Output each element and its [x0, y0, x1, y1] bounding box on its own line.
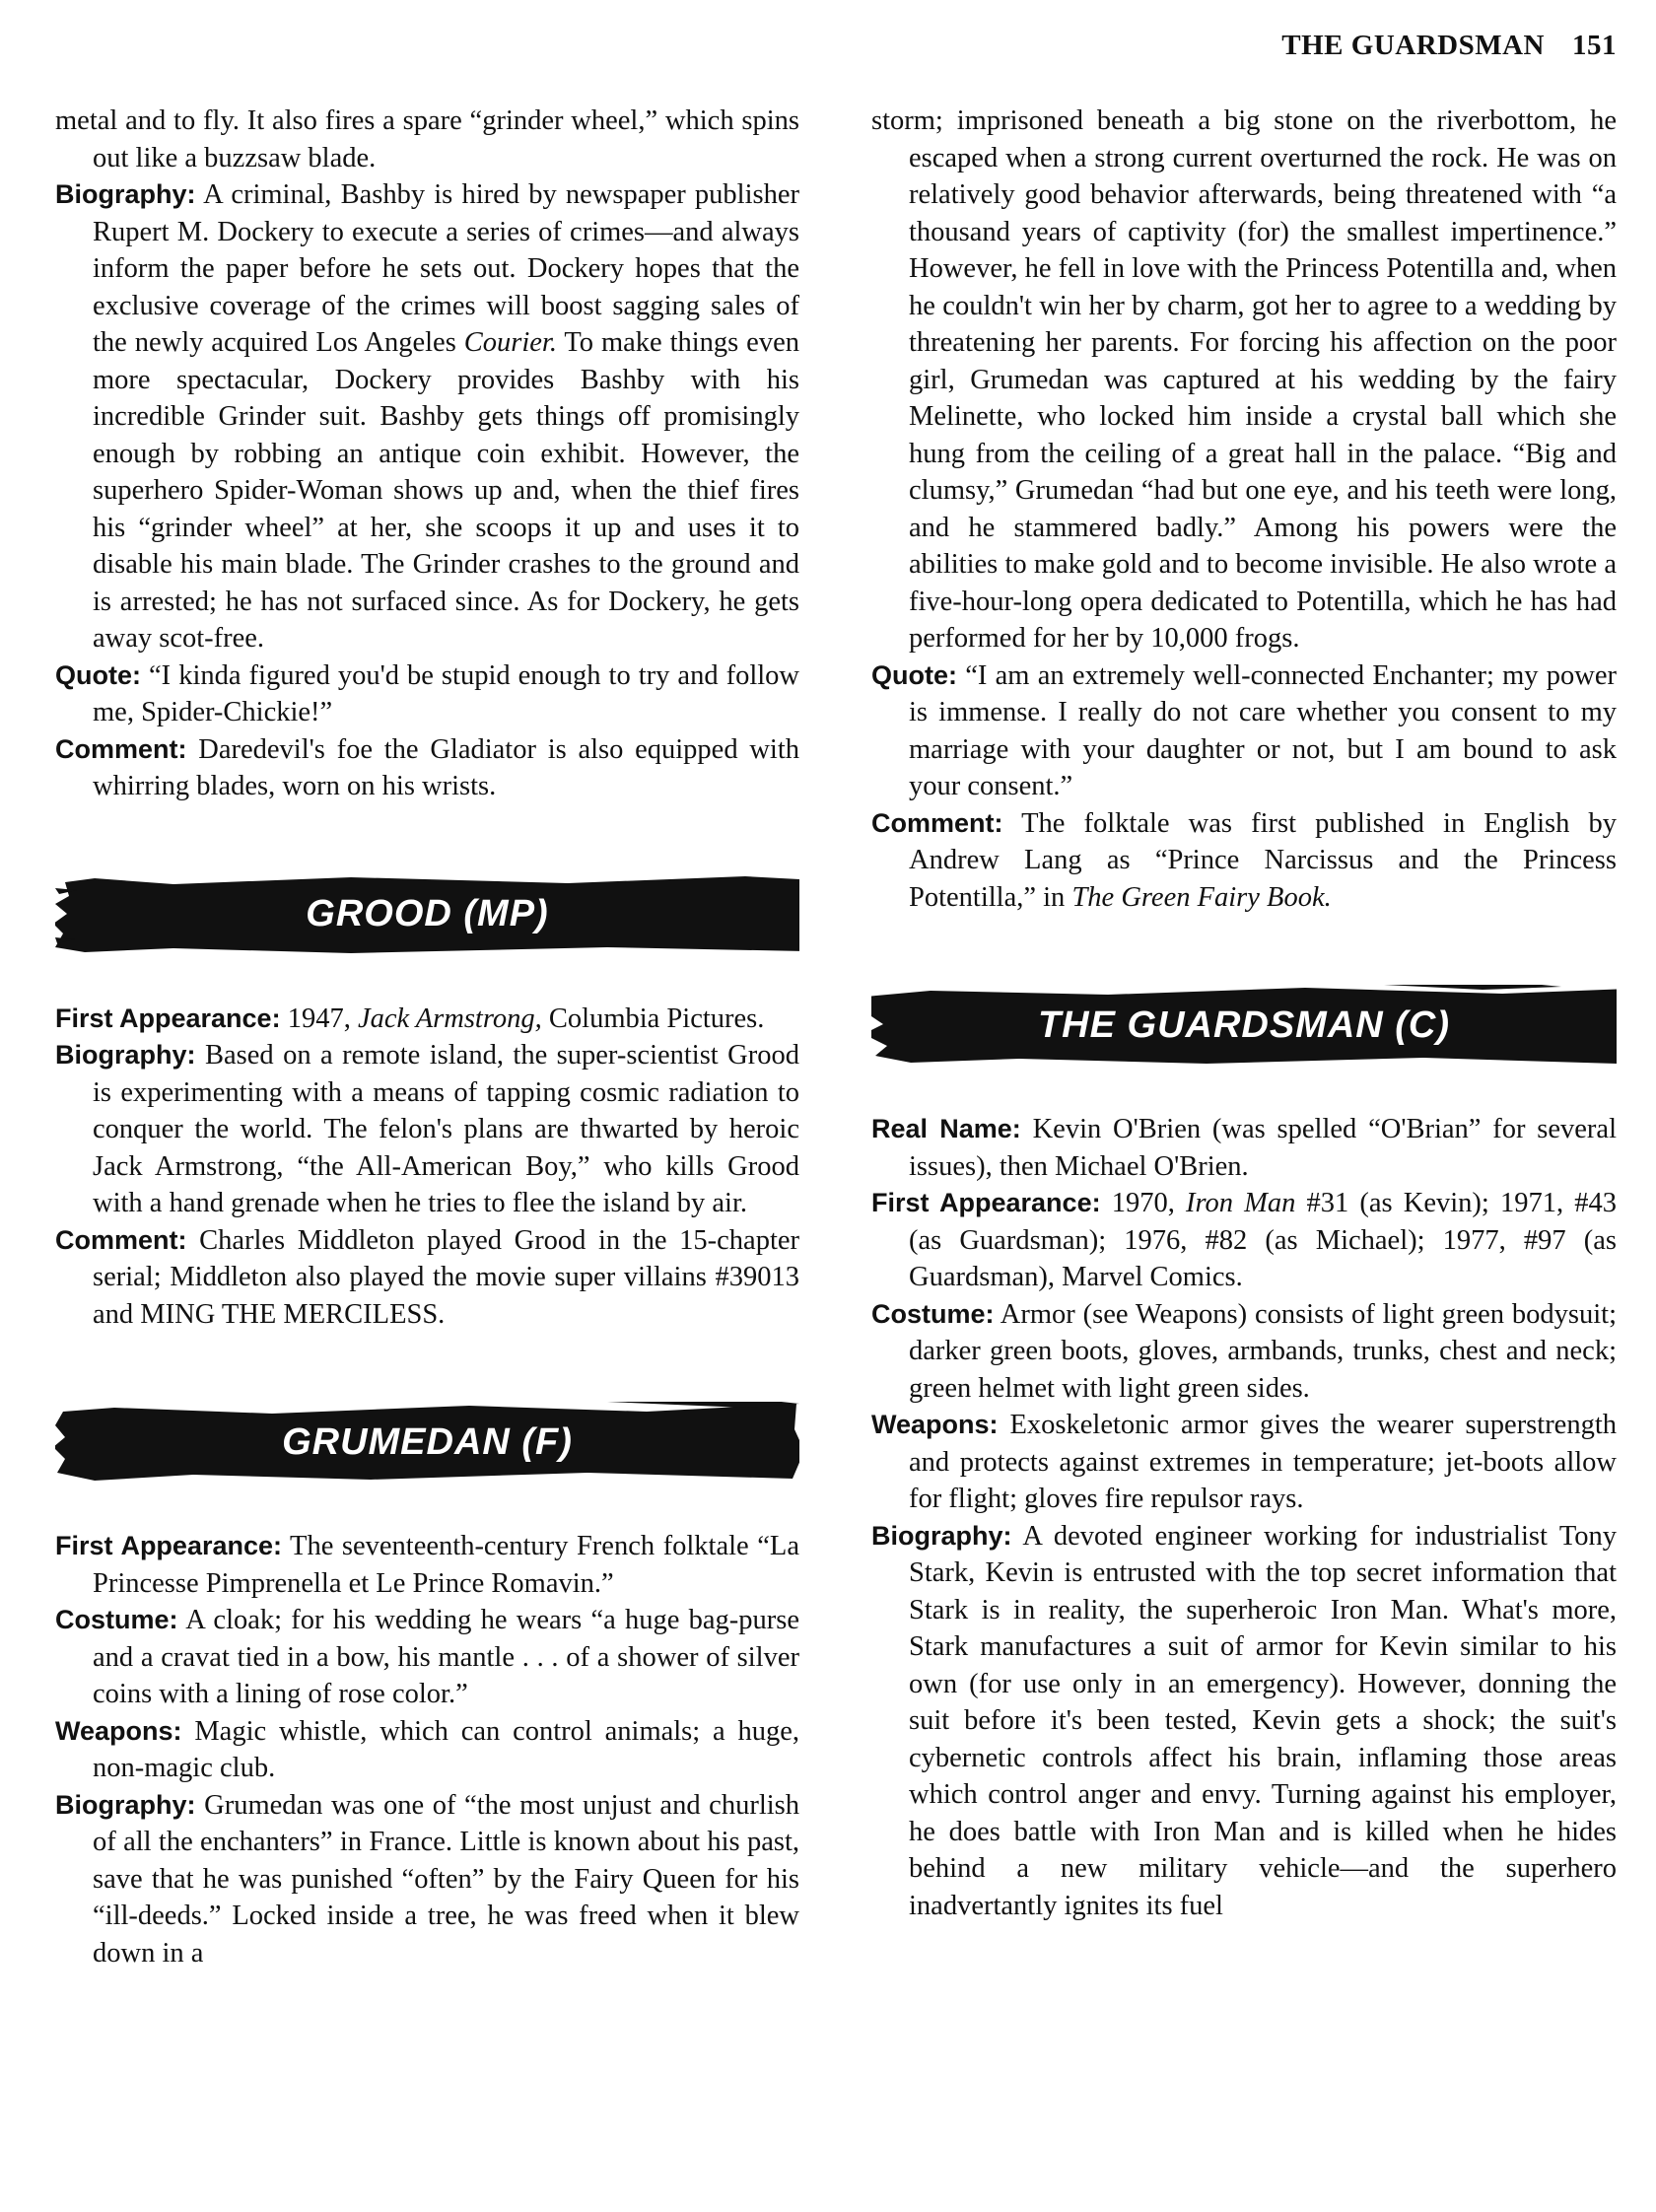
quote-text: “I am an extremely well-connected Enchanter; my power is immense. I really do not care whether you consent to my marriage with your daughter or not, but I am bound to ask your consent.” — [909, 659, 1618, 801]
grumedan-comment — [871, 805, 1617, 917]
biography-label: Biography: — [871, 1520, 1012, 1551]
weapons-label: Weapons: — [55, 1715, 182, 1746]
first-appearance-italic: Iron Man — [1185, 1188, 1296, 1218]
left-column — [55, 103, 799, 1971]
first-appearance-italic: Jack Armstrong, — [357, 1002, 542, 1034]
comment-label: Comment: — [55, 733, 187, 764]
grumedan-first-appearance — [55, 1528, 799, 1602]
grood-comment — [55, 1222, 799, 1334]
biography-label: Biography: — [55, 1789, 196, 1820]
comment-text: Daredevil's foe the Gladiator is also equipped with whirring blades, worn on his wrists. — [93, 733, 800, 801]
costume-label: Costume: — [871, 1298, 995, 1329]
section-title-guardsman: THE GUARDSMAN (C) — [1037, 1003, 1451, 1046]
costume-text: Armor (see Weapons) consists of light green bodysuit; darker green boots, gloves, armbands, trunks, chest and neck; green helmet with light green sides. — [909, 1298, 1617, 1404]
grumedan-costume — [55, 1602, 799, 1713]
quote-text: “I kinda figured you'd be stupid enough to try and follow me, Spider-Chickie!” — [93, 659, 799, 727]
running-head — [1281, 30, 1617, 62]
first-appearance-text: #31 (as Kevin); 1971, #43 (as Guardsman); 1976, #82 (as Michael); 1977, #97 (as Guardsman), Marvel Comics. — [909, 1188, 1617, 1292]
section-banner-guardsman — [871, 985, 1617, 1066]
grinder-biography — [55, 176, 799, 657]
guardsman-weapons — [871, 1407, 1617, 1518]
first-appearance-text: 1970, — [1111, 1188, 1175, 1218]
comment-text: The folktale was first published in English by Andrew Lang as “Prince Narcissus and the Princess Potentilla,” in — [909, 807, 1617, 913]
section-title-grood: GROOD (MP) — [306, 893, 549, 934]
comment-label: Comment: — [871, 807, 1003, 838]
section-banner-grumedan — [55, 1402, 799, 1483]
section-title-grumedan: GRUMEDAN (F) — [282, 1420, 573, 1463]
first-appearance-text: 1947, — [287, 1002, 351, 1034]
weapons-text: Magic whistle, which can control animals; a huge, non-magic club. — [93, 1715, 799, 1783]
real-name-text: Kevin O'Brien (was spelled “O'Brian” for several issues), then Michael O'Brien. — [909, 1114, 1617, 1182]
real-name-label: Real Name: — [871, 1114, 1021, 1143]
guardsman-costume — [871, 1296, 1617, 1408]
comment-label: Comment: — [55, 1224, 187, 1255]
grumedan-weapons — [55, 1713, 799, 1787]
biography-text: A criminal, Bashby is hired by newspaper publisher Rupert M. Dockery to execute a series of crimes—and always inform the paper before he sets out. Dockery hopes that the exclusive coverage of the crimes will boost sagging sales of the newly acquired Los Angeles — [93, 179, 799, 358]
costume-text: A cloak; for his wedding he wears “a huge bag-purse and a cravat tied in a bow, his mantle . . . of a shower of silver coins with a lining of rose color.” — [93, 1605, 800, 1709]
first-appearance-label: First Appearance: — [55, 1531, 282, 1560]
first-appearance-label: First Appearance: — [871, 1188, 1101, 1217]
guardsman-first-appearance — [871, 1185, 1617, 1296]
page-number: 151 — [1572, 30, 1617, 61]
first-appearance-text: The seventeenth-century French folktale “La Princesse Pimprenella et Le Prince Romavin.” — [93, 1531, 799, 1599]
biography-text: To make things even more spectacular, Dockery provides Bashby with his incredible Grinder suit. Bashby gets things off promisingly enough by robbing an antique coin exhibit. However, the superhero Spider-Woman shows up and, when the thief fires his “grinder wheel” at her, she scoops it up and uses it to disable his main blade. The Grinder crashes to the ground and is arrested; he has not surfaced since. As for Dockery, he gets away scot-free. — [93, 327, 799, 654]
biography-label: Biography: — [55, 1040, 196, 1070]
grood-biography — [55, 1037, 799, 1222]
running-head-title: THE GUARDSMAN — [1281, 30, 1545, 61]
biography-label: Biography: — [55, 179, 196, 209]
grinder-weapons-continued: metal and to fly. It also fires a spare “grinder wheel,” which spins out like a buzzsaw blade. — [55, 105, 799, 173]
comment-italic: The Green Fairy Book. — [1071, 881, 1332, 913]
biography-text: Grumedan was one of “the most unjust and churlish of all the enchanters” in France. Little is known about his past, save that he was punished “often” by the Fairy Queen for his “ill-deeds.” Locked inside a tree, he was freed when it blew down in a — [93, 1789, 800, 1969]
grinder-comment — [55, 731, 799, 805]
grumedan-biography — [55, 1787, 799, 1972]
first-appearance-label: First Appearance: — [55, 1002, 281, 1033]
guardsman-biography — [871, 1518, 1617, 1925]
first-appearance-text: Columbia Pictures. — [548, 1002, 765, 1034]
weapons-label: Weapons: — [871, 1410, 999, 1439]
grumedan-biography-continued: storm; imprisoned beneath a big stone on the riverbottom, he escaped when a strong current overturned the rock. He was on relatively good behavior afterwards, being threatened with “a thousand years of captivity (for) the smallest impertinence.” However, he fell in love with the Princess Potentilla and, when he couldn't win her by charm, got her to agree to a wedding by threatening her parents. For forcing his affection on the poor girl, Grumedan was captured at his wedding by the fairy Melinette, who locked him inside a crystal ball which she hung from the ceiling of a great hall in the palace. “Big and clumsy,” Grumedan “had but one eye, and his teeth were long, and he stammered badly.” Among his powers were the abilities to make gold and to become invisible. He also wrote a five-hour-long opera dedicated to Potentilla, which he has had performed for her by 10,000 frogs. — [871, 105, 1617, 654]
costume-label: Costume: — [55, 1605, 178, 1634]
biography-text: A devoted engineer working for industrialist Tony Stark, Kevin is entrusted with the top secret information that Stark is in reality, the superheroic Iron Man. What's more, Stark manufactures a suit of armor for Kevin similar to his own (for use only in an emergency). However, donning the suit before it's been tested, Kevin gets a shock; the suit's cybernetic controls affect his brain, inflaming those areas which control anger and envy. Turning against his employer, he does battle with Iron Man and is killed when he hides behind a new military vehicle—and the superhero inadvertantly ignites its fuel — [909, 1520, 1618, 1921]
weapons-text: Exoskeletonic armor gives the wearer superstrength and protects against extremes in temperature; jet-boots allow for flight; gloves fire repulsor rays. — [909, 1410, 1618, 1514]
quote-label: Quote: — [871, 659, 957, 690]
right-column — [871, 103, 1617, 1924]
grumedan-quote — [871, 657, 1617, 805]
guardsman-real-name — [871, 1111, 1617, 1185]
grood-first-appearance — [55, 1001, 799, 1038]
biography-text: Based on a remote island, the super-scientist Grood is experimenting with a means of tapping cosmic radiation to conquer the world. The felon's plans are thwarted by heroic Jack Armstrong, “the All-American Boy,” who kills Grood with a hand grenade when he tries to flee the island by air. — [93, 1040, 800, 1218]
quote-label: Quote: — [55, 659, 141, 690]
section-banner-grood — [55, 874, 799, 955]
biography-italic: Courier. — [463, 327, 557, 358]
comment-text: Charles Middleton played Grood in the 15-chapter serial; Middleton also played the movie super villains #39013 and MING THE MERCILESS. — [93, 1224, 800, 1330]
grinder-quote — [55, 657, 799, 731]
